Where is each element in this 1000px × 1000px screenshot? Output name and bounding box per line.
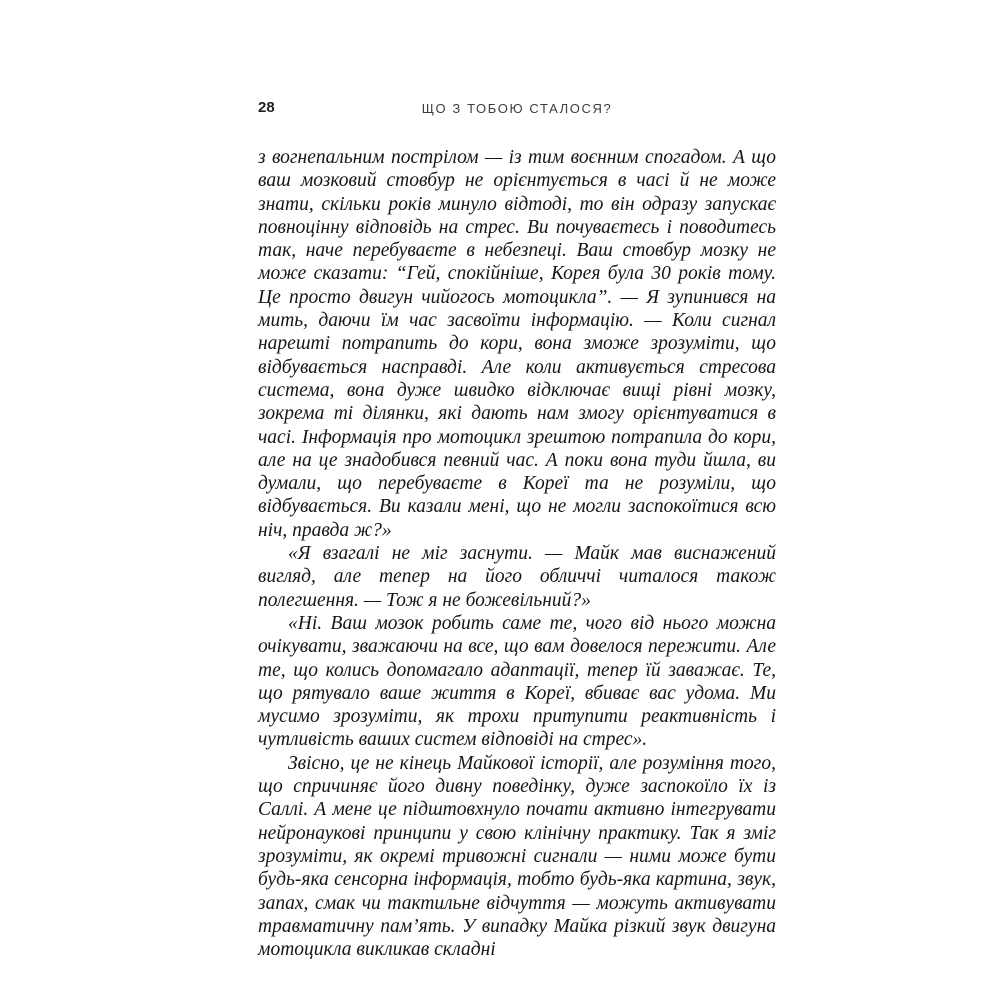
page-number: 28 xyxy=(258,99,275,116)
page-header xyxy=(258,99,776,119)
paragraph: «Ні. Ваш мозок робить саме те, чого від нього можна очікувати, зважаючи на все, що вам довелося пережити. Але те, що колись допомагало адаптації, тепер їй заважає. Те, що рятувало ваше життя в Кореї, вбиває вас удома. Ми мусимо зрозуміти, як трохи притупити реактивність і чутливість ваших систем відповіді на стрес». xyxy=(258,612,776,751)
paragraph: Звісно, це не кінець Майкової історії, але розуміння того, що спричиняє його дивну поведінку, дуже заспокоїло їх із Саллі. А мене це підштовхнуло почати активно інтегрувати нейронаукові принципи у свою клінічну практику. Так я зміг зрозуміти, як окремі тривожні сигнали — ними може бути будь-яка сенсорна інформація, тобто будь-яка картина, звук, запах, смак чи тактильне відчуття — можуть активувати травматичну пам’ять. У випадку Майка різкий звук двигуна мотоцикла викликав складні xyxy=(258,752,776,961)
running-title: ЩО З ТОБОЮ СТАЛОСЯ? xyxy=(421,101,613,116)
body-text xyxy=(258,146,776,961)
paragraph: «Я взагалі не міг заснути. — Майк мав виснажений вигляд, але тепер на його обличчі читалося також полегшення. — Тож я не божевільний?» xyxy=(258,543,776,611)
paragraph: з вогнепальним пострілом — із тим воєнним спогадом. А що ваш мозковий стовбур не орієнтується в часі й не може знати, скільки років минуло відтоді, то він одразу запускає повноцінну відповідь на стрес. Ви почуваєтесь і поводитесь так, наче перебуваєте в небезпеці. Ваш стовбур мозку не може сказати: “Гей, спокійніше, Корея була 30 років тому. Це просто двигун чийогось мотоцикла”. — Я зупинився на мить, даючи їм час засвоїти інформацію. — Коли сигнал нарешті потрапить до кори, вона зможе зрозуміти, що відбувається насправді. Але коли активується стресова система, вона дуже швидко відключає вищі рівні мозку, зокрема ті ділянки, які дають нам змогу орієнтуватися в часі. Інформація про мотоцикл зрештою потрапила до кори, але на це знадобився певний час. А поки вона туди йшла, ви думали, що перебуваєте в Кореї та не розуміли, що відбувається. Ви казали мені, що не могли заспокоїтися всю ніч, правда ж?» xyxy=(258,147,776,541)
